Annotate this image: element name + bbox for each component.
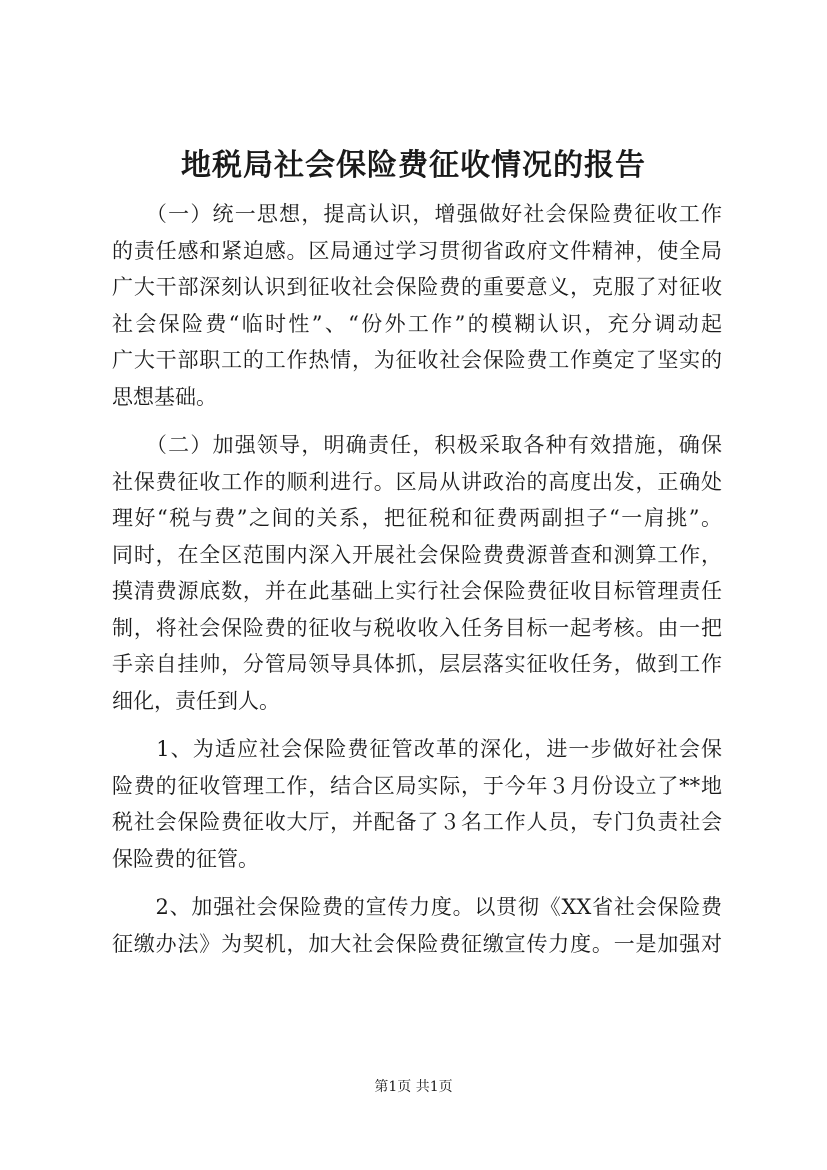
text-line: 征缴办法》为契机，加大社会保险费征缴宣传力度。一是加强对 [112, 931, 722, 956]
text-line: 险费的征收管理工作，结合区局实际，于今年３月份设立了**地 [112, 773, 722, 798]
text-line: 制，将社会保险费的征收与税收收入任务目标一起考核。由一把 [112, 615, 722, 640]
text-line: 社保费征收工作的顺利进行。区局从讲政治的高度出发，正确处 [112, 469, 722, 494]
text-line: 广大干部深刻认识到征收社会保险费的重要意义，克服了对征收 [112, 275, 722, 299]
paragraph-3 [112, 731, 722, 877]
text-line: 同时，在全区范围内深入开展社会保险费费源普查和测算工作， [112, 542, 722, 567]
text-line: （一）统一思想，提高认识，增强做好社会保险费征收工作 [112, 202, 722, 226]
text-line: 社会保险费“临时性”、“份外工作”的模糊认识，充分调动起 [112, 311, 722, 336]
text-line: 细化，责任到人。 [112, 688, 280, 713]
text-line: 广大干部职工的工作热情，为征收社会保险费工作奠定了坚实的 [112, 348, 722, 372]
document-body [112, 196, 722, 962]
document-title: 地税局社会保险费征收情况的报告 [181, 148, 646, 183]
paragraph-gap [112, 877, 722, 889]
text-line: 2、加强社会保险费的宣传力度。以贯彻《XX省社会保险费 [112, 895, 722, 919]
text-line: 手亲自挂帅，分管局领导具体抓，层层落实征收任务，做到工作 [112, 652, 722, 676]
text-line: （二）加强领导，明确责任，积极采取各种有效措施，确保 [112, 433, 722, 457]
text-line: 保险费的征管。 [112, 846, 259, 871]
paragraph-gap [112, 415, 722, 427]
paragraph-1 [112, 196, 722, 415]
paragraph-2 [112, 427, 722, 719]
text-line: 1、为适应社会保险费征管改革的深化，进一步做好社会保 [112, 737, 722, 761]
text-line: 税社会保险费征收大厅，并配备了３名工作人员，专门负责社会 [112, 810, 722, 834]
paragraph-4 [112, 889, 722, 962]
text-line: 思想基础。 [112, 384, 217, 409]
page-footer: 第1页 共1页 [374, 1079, 453, 1095]
paragraph-gap [112, 719, 722, 731]
text-line: 的责任感和紧迫感。区局通过学习贯彻省政府文件精神，使全局 [112, 238, 722, 263]
text-line: 理好“税与费”之间的关系，把征税和征费两副担子“一肩挑”。 [112, 506, 722, 530]
text-line: 摸清费源底数，并在此基础上实行社会保险费征收目标管理责任 [112, 579, 722, 603]
